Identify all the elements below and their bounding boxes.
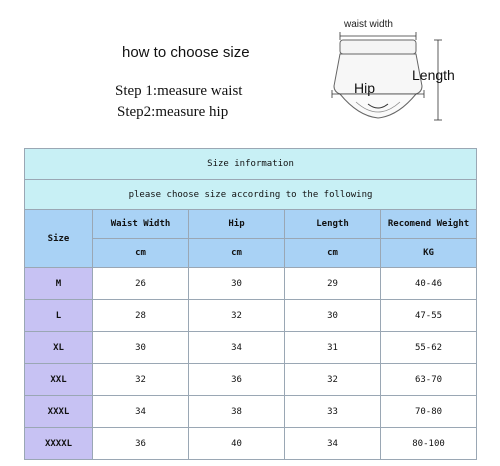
length-cell: 33 xyxy=(285,396,381,428)
hip-cell: 36 xyxy=(189,364,285,396)
length-cell: 32 xyxy=(285,364,381,396)
table-note: please choose size according to the following xyxy=(25,180,477,210)
table-title-row xyxy=(25,149,477,180)
length-label: Length xyxy=(412,67,455,83)
waist-width-label: waist width xyxy=(344,19,393,30)
garment-waistband xyxy=(340,40,416,54)
garment-diagram xyxy=(318,12,488,132)
table-row xyxy=(25,268,477,300)
hip-cell: 40 xyxy=(189,428,285,460)
weight-cell: 63-70 xyxy=(381,364,477,396)
hip-cell: 34 xyxy=(189,332,285,364)
weight-cell: 55-62 xyxy=(381,332,477,364)
waist-cell: 28 xyxy=(93,300,189,332)
step2-text: Step2:measure hip xyxy=(117,104,229,120)
table-row xyxy=(25,332,477,364)
size-cell: XXXL xyxy=(25,396,93,428)
length-cell: 31 xyxy=(285,332,381,364)
waist-cell: 32 xyxy=(93,364,189,396)
length-cell: 34 xyxy=(285,428,381,460)
table-header-row xyxy=(25,210,477,239)
how-to-heading: how to choose size xyxy=(122,44,250,61)
step1-text: Step 1:measure waist xyxy=(115,83,243,99)
waist-cell: 36 xyxy=(93,428,189,460)
table-row xyxy=(25,300,477,332)
length-cell: 30 xyxy=(285,300,381,332)
waist-cell: 26 xyxy=(93,268,189,300)
column-unit: cm xyxy=(189,239,285,268)
waist-cell: 30 xyxy=(93,332,189,364)
table-unit-row xyxy=(25,239,477,268)
column-unit: KG xyxy=(381,239,477,268)
table-row xyxy=(25,364,477,396)
table-row xyxy=(25,396,477,428)
table-note-row xyxy=(25,180,477,210)
hip-cell: 30 xyxy=(189,268,285,300)
weight-cell: 80-100 xyxy=(381,428,477,460)
column-header: Hip xyxy=(189,210,285,239)
size-table xyxy=(24,148,477,460)
weight-cell: 40-46 xyxy=(381,268,477,300)
garment-body xyxy=(334,54,422,94)
hip-label: Hip xyxy=(354,80,376,96)
size-cell: L xyxy=(25,300,93,332)
column-unit: cm xyxy=(93,239,189,268)
table-row xyxy=(25,428,477,460)
size-cell: M xyxy=(25,268,93,300)
weight-cell: 47-55 xyxy=(381,300,477,332)
column-header: Recomend Weight xyxy=(381,210,477,239)
size-cell: XXXXL xyxy=(25,428,93,460)
column-header: Length xyxy=(285,210,381,239)
weight-cell: 70-80 xyxy=(381,396,477,428)
length-cell: 29 xyxy=(285,268,381,300)
column-unit: cm xyxy=(285,239,381,268)
waist-cell: 34 xyxy=(93,396,189,428)
hip-cell: 32 xyxy=(189,300,285,332)
size-cell: XL xyxy=(25,332,93,364)
size-header: Size xyxy=(25,210,93,268)
hip-cell: 38 xyxy=(189,396,285,428)
table-title: Size information xyxy=(25,149,477,180)
column-header: Waist Width xyxy=(93,210,189,239)
size-cell: XXL xyxy=(25,364,93,396)
